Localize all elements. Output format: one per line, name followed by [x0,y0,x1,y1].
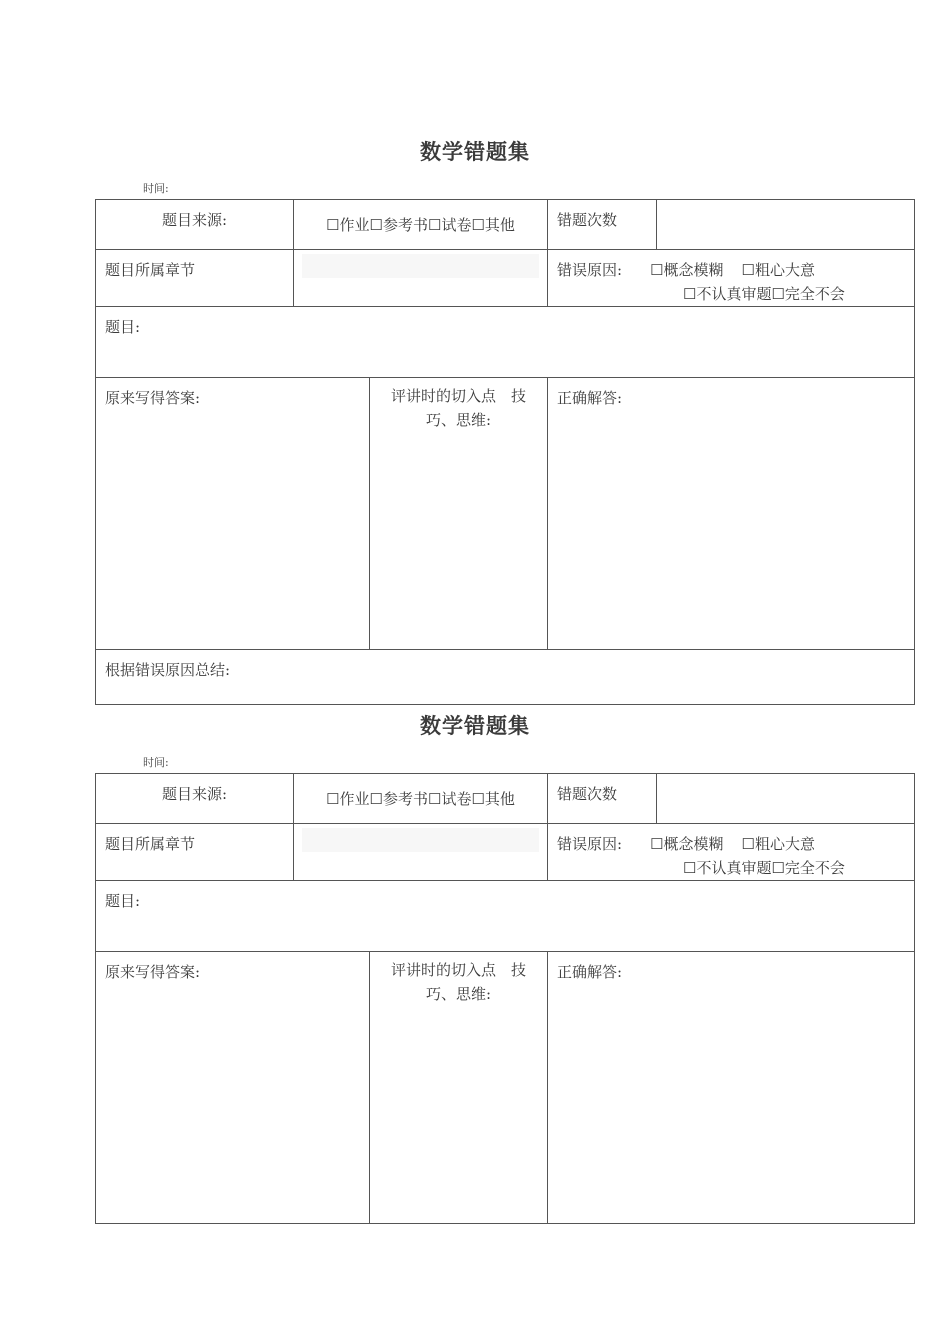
original-answer-label: 原来写得答案: [105,963,201,981]
correct-answer-label: 正确解答: [557,389,623,407]
question-label: 题目: [105,892,141,910]
chapter-input[interactable] [302,828,539,852]
count-label-cell [548,774,657,824]
question-label: 题目: [105,318,141,336]
time-label: 时间: [143,182,169,195]
error-record-table [95,199,915,705]
reason-label: 错误原因: [557,835,623,853]
correct-answer-cell[interactable] [548,378,915,650]
tip-cell[interactable] [370,952,548,1224]
original-answer-cell[interactable] [96,378,370,650]
source-label: 题目来源: [161,211,228,229]
chapter-field[interactable] [294,250,548,307]
count-field[interactable] [657,200,915,250]
chapter-label-cell [96,250,294,307]
chapter-label: 题目所属章节 [105,261,196,279]
tip-label: 评讲时的切入点 技巧、思维: [391,961,527,1003]
count-label: 错题次数 [557,211,618,229]
count-label-cell [548,200,657,250]
question-cell[interactable] [96,881,915,952]
source-label-cell [96,200,294,250]
reason-option-careless[interactable]: ☐粗心大意 [741,261,815,279]
correct-answer-cell[interactable] [548,952,915,1224]
tip-cell[interactable] [370,378,548,650]
chapter-field[interactable] [294,824,548,881]
source-label: 题目来源: [161,785,228,803]
time-label: 时间: [143,756,169,769]
question-cell[interactable] [96,307,915,378]
source-options[interactable]: ☐作业☐参考书☐试卷☐其他 [326,790,515,808]
chapter-label-cell [96,824,294,881]
source-label-cell [96,774,294,824]
count-label: 错题次数 [557,785,618,803]
reason-option-concept[interactable]: ☐概念模糊 [650,835,724,853]
error-record-table [95,773,915,1224]
reason-option-other[interactable]: ☐不认真审题☐完全不会 [683,285,845,303]
count-field[interactable] [657,774,915,824]
correct-answer-label: 正确解答: [557,963,623,981]
reason-cell [548,824,915,881]
form-title: 数学错题集 [420,140,530,164]
tip-label: 评讲时的切入点 技巧、思维: [391,387,527,429]
original-answer-label: 原来写得答案: [105,389,201,407]
reason-cell [548,250,915,307]
form-title: 数学错题集 [420,714,530,738]
summary-cell[interactable] [96,650,915,705]
source-options-cell[interactable] [294,774,548,824]
source-options[interactable]: ☐作业☐参考书☐试卷☐其他 [326,216,515,234]
summary-label: 根据错误原因总结: [105,661,231,679]
reason-option-concept[interactable]: ☐概念模糊 [650,261,724,279]
reason-label: 错误原因: [557,261,623,279]
source-options-cell[interactable] [294,200,548,250]
reason-option-careless[interactable]: ☐粗心大意 [741,835,815,853]
reason-option-other[interactable]: ☐不认真审题☐完全不会 [683,859,845,877]
original-answer-cell[interactable] [96,952,370,1224]
chapter-input[interactable] [302,254,539,278]
chapter-label: 题目所属章节 [105,835,196,853]
